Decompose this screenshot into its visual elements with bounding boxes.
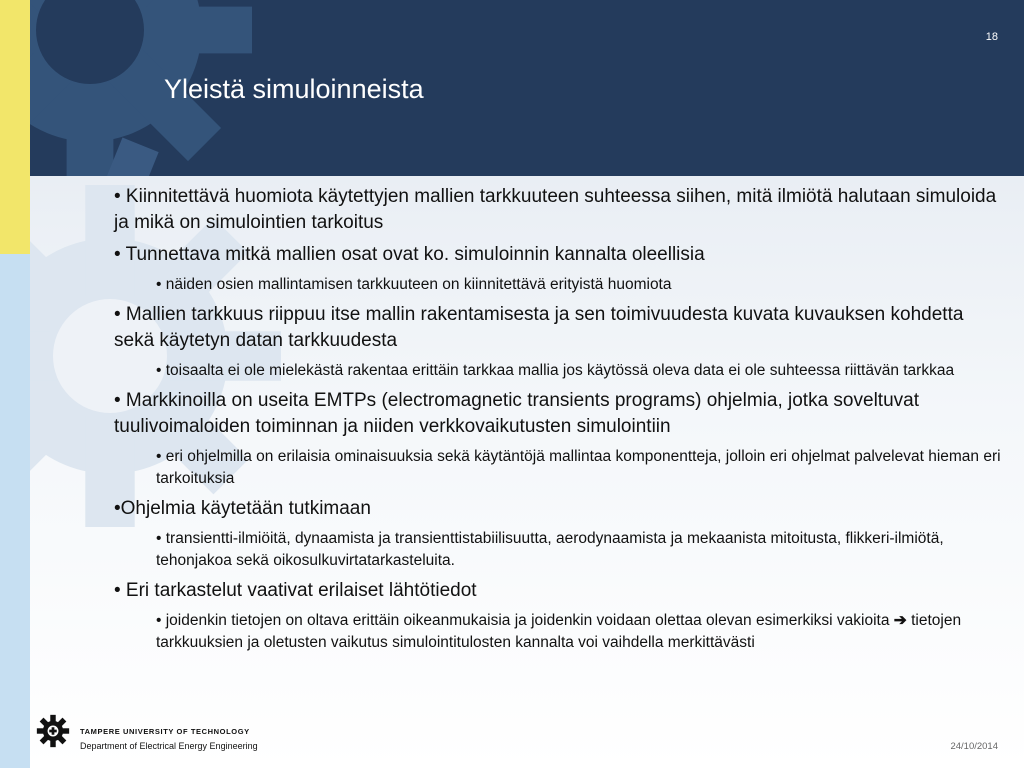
right-arrow-icon: ➔ [893, 612, 907, 629]
bullet-item: • Markkinoilla on useita EMTPs (electromagnetic transients programs) ohjelmia, jotka soveltuvat tuulivoimaloiden toiminnan ja niiden verkkovaikutusten simulointiin [114, 390, 919, 437]
bullet-item: • Kiinnitettävä huomiota käytettyjen mallien tarkkuuteen suhteessa siihen, mitä ilmiötä halutaan simuloida ja mikä on simulointien tarkoitus [114, 186, 997, 233]
sub-bullet-item: • eri ohjelmilla on erilaisia ominaisuuksia sekä käytäntöjä mallintaa komponentteja, jolloin eri ohjelmat palvelevat hieman eri tarkoituksia [156, 448, 1001, 487]
blue-accent-band [0, 254, 30, 768]
yellow-accent-band [0, 0, 30, 254]
bullet-item: • Mallien tarkkuus riippuu itse mallin rakentamisesta ja sen toimivuudesta kuvata kuvauksen kohdetta sekä käytetyn datan tarkkuudesta [114, 304, 964, 351]
gear-logo-icon [36, 714, 70, 748]
bullet-item: • Tunnettava mitkä mallien osat ovat ko. simuloinnin kannalta oleellisia [114, 244, 705, 265]
department-name: Department of Electrical Energy Engineering [80, 741, 258, 751]
slide-date: 24/10/2014 [950, 741, 998, 752]
bullet-list [114, 184, 1006, 660]
slide-header [30, 0, 1024, 176]
sub-bullet-item: • toisaalta ei ole mielekästä rakentaa erittäin tarkkaa mallia jos käytössä oleva data ei ole suhteessa riittävän tarkkaa [156, 362, 955, 379]
slide-number: 18 [985, 31, 998, 43]
bullet-item: •Ohjelmia käytetään tutkimaan [114, 498, 371, 519]
sub-bullet-item [156, 610, 1006, 654]
university-name: TAMPERE UNIVERSITY OF TECHNOLOGY [80, 727, 250, 736]
sub-bullet-item: • transientti-ilmiöitä, dynaamista ja transienttistabiilisuutta, aerodynaamista ja mekaanista mitoitusta, flikkeri-ilmiötä, tehonjakoa sekä oikosulkuvirtatarkasteluita. [156, 530, 944, 569]
slide-title: Yleistä simuloinneista [164, 74, 424, 104]
bullet-item: • Eri tarkastelut vaativat erilaiset lähtötiedot [114, 580, 477, 601]
slide-body [30, 176, 1024, 768]
sub-bullet-text-end: tietojen tarkkuuksien ja oletusten vaikutus simulointitulosten kannalta voi vaihdella merkittävästi [156, 612, 962, 651]
sub-bullet-text-start: • joidenkin tietojen on oltava erittäin oikeanmukaisia ja joidenkin voidaan olettaa olevan esimerkiksi vakioita [156, 612, 894, 629]
sub-bullet-item: • näiden osien mallintamisen tarkkuuteen on kiinnitettävä erityistä huomiota [156, 276, 672, 293]
header-gear-fragment-icon [30, 120, 240, 176]
